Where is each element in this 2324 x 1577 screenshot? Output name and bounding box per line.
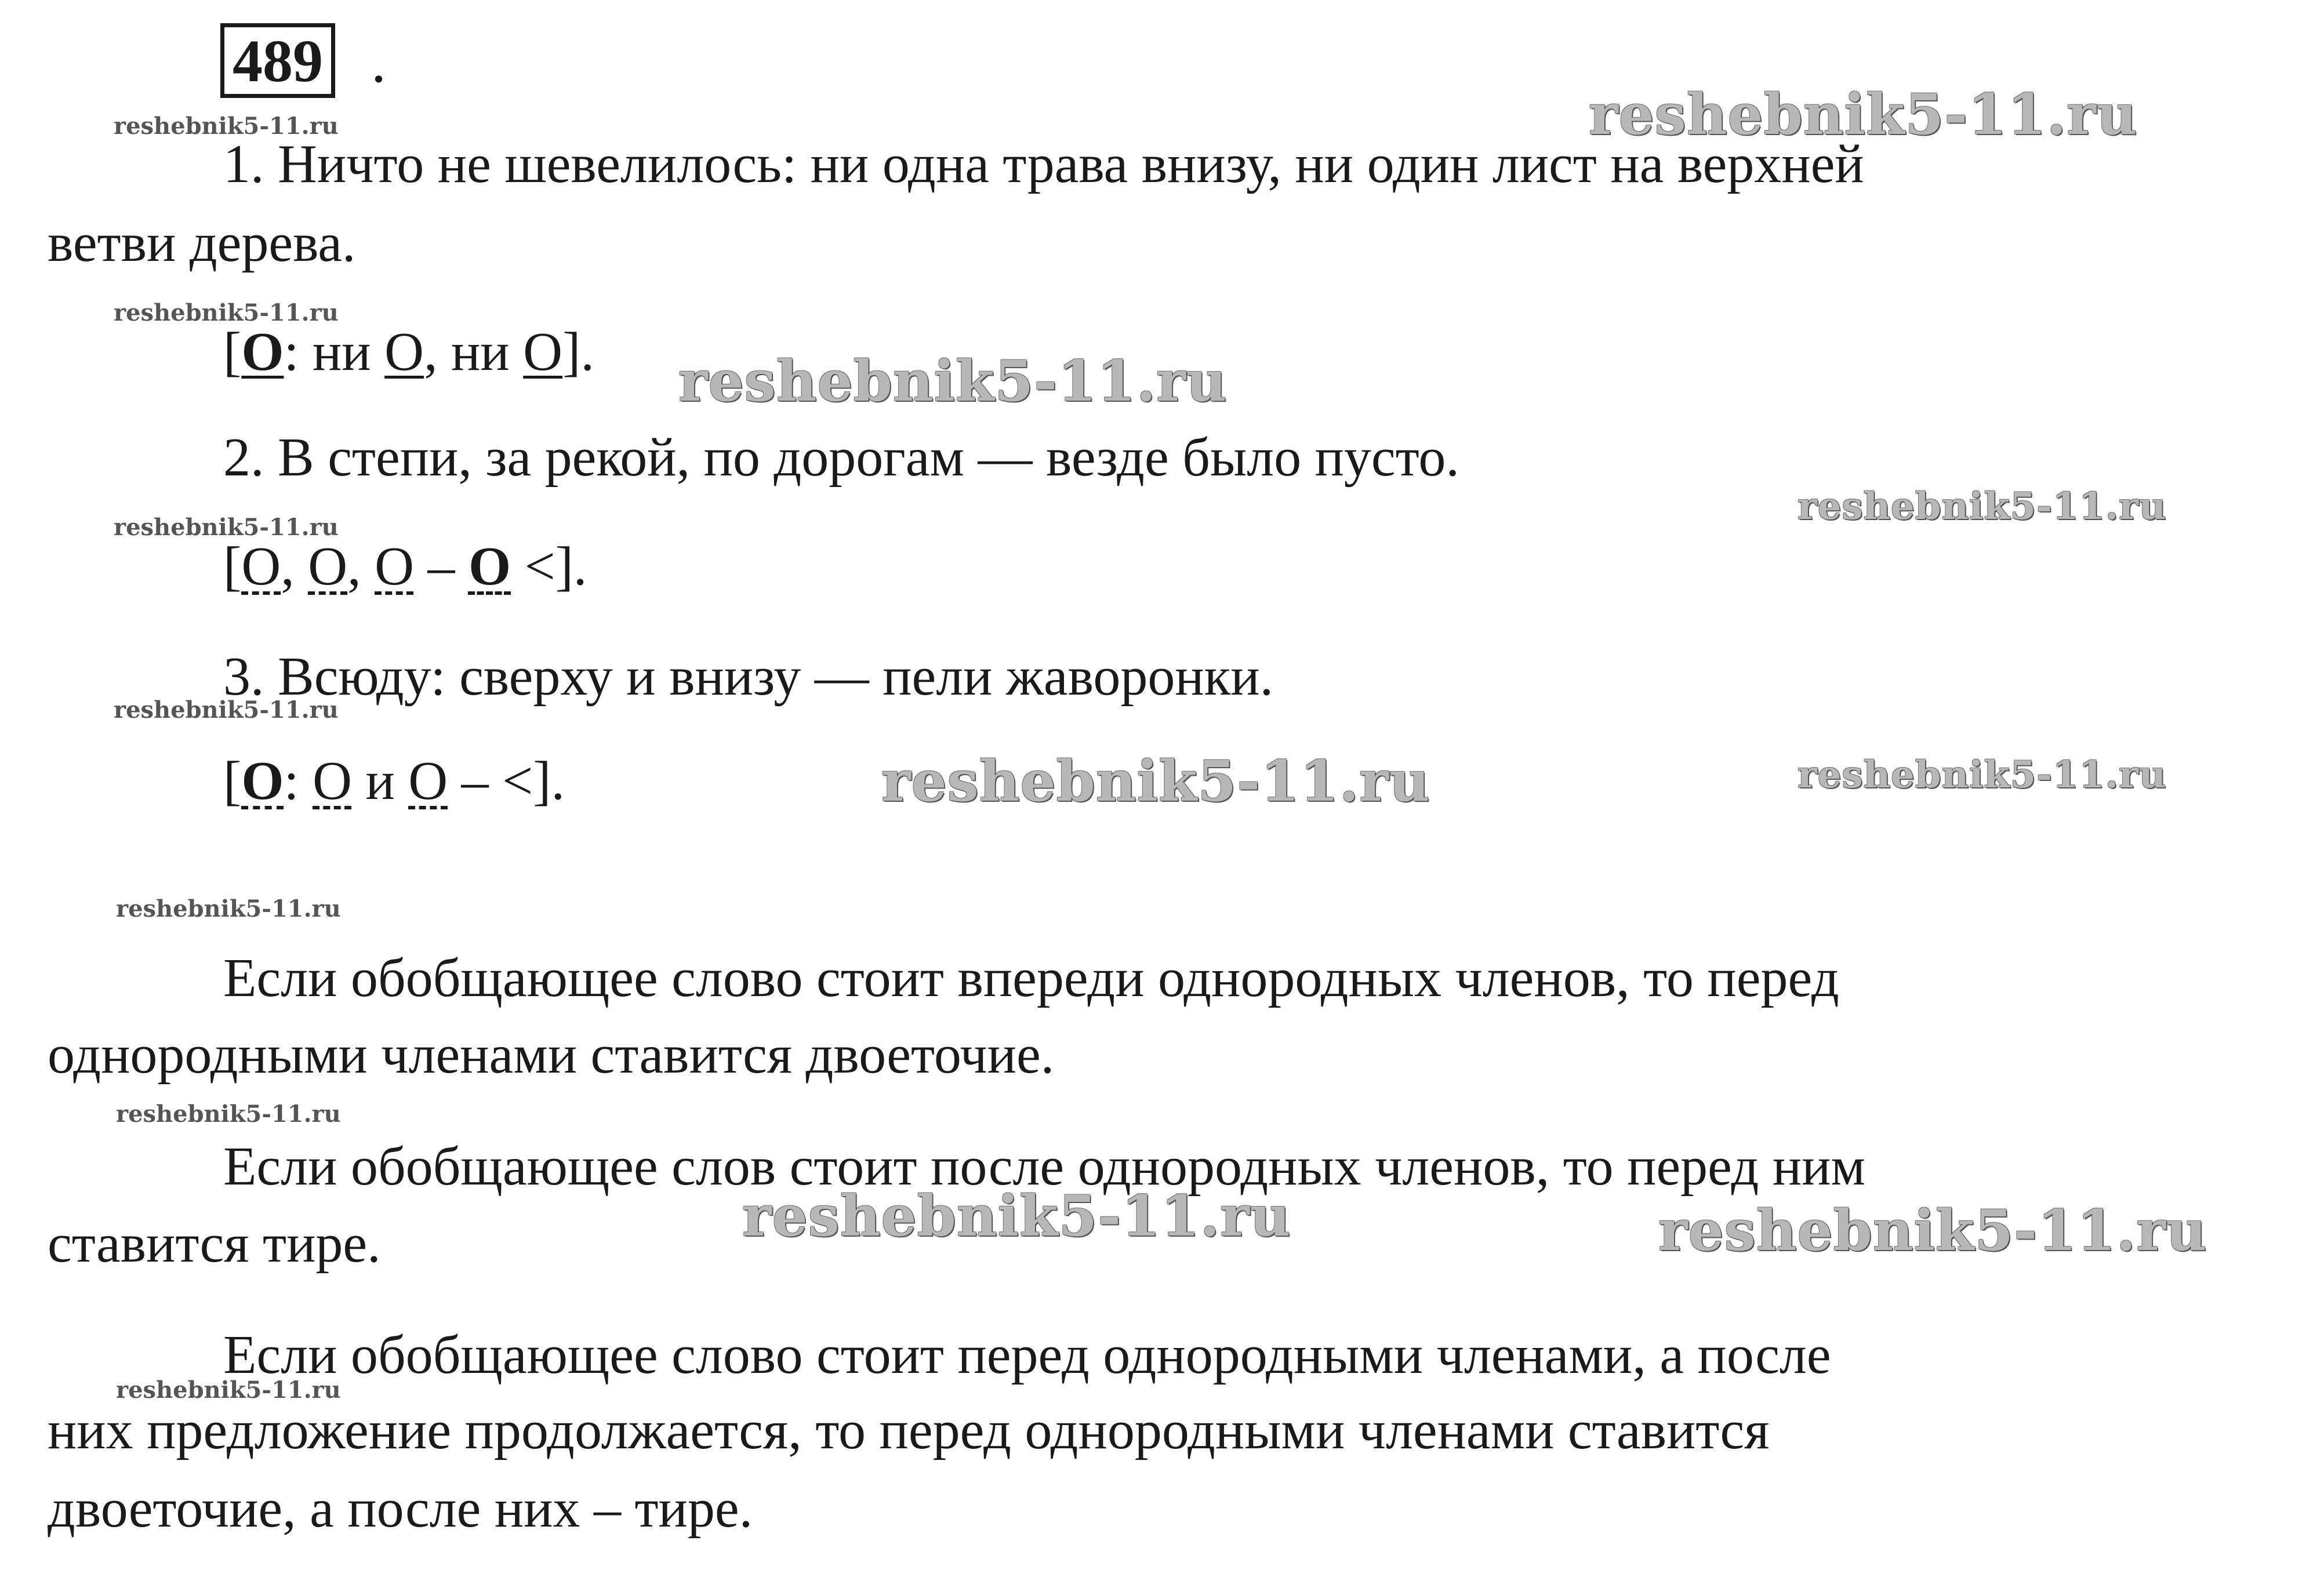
watermark-medium: reshebnik5-11.ru: [1798, 753, 2167, 797]
rule-2-line-2: ставится тире.: [48, 1213, 381, 1274]
sentence-1-line-1: 1. Ничто не шевелилось: ни одна трава внизу, ни один лист на верхней: [223, 134, 1864, 194]
watermark-small: reshebnik5-11.ru: [114, 514, 339, 541]
scheme-text: ,: [281, 536, 308, 597]
scheme-2: [223, 536, 587, 597]
rule-1-line-2: однородными членами ставится двоеточие.: [48, 1024, 1055, 1085]
scheme-generalizing-word: О: [241, 751, 284, 811]
scheme-bracket: <].: [511, 536, 587, 597]
watermark-large: reshebnik5-11.ru: [742, 1183, 1291, 1249]
scheme-homogeneous-member: О: [241, 536, 281, 597]
rule-3-line-3: двоеточие, а после них – тире.: [48, 1478, 753, 1539]
scheme-generalizing-word: О: [468, 536, 511, 597]
watermark-small: reshebnik5-11.ru: [114, 299, 339, 326]
sentence-3: 3. Всюду: сверху и внизу — пели жаворонки.: [223, 646, 1274, 707]
watermark-small: reshebnik5-11.ru: [116, 895, 341, 922]
watermark-large: reshebnik5-11.ru: [881, 748, 1430, 814]
sentence-2: 2. В степи, за рекой, по дорогам — везде было пусто.: [223, 427, 1459, 488]
scheme-text: , ни: [424, 322, 524, 382]
scheme-text: –: [413, 536, 469, 597]
rule-3-line-1: Если обобщающее слово стоит перед однородными членами, а после: [223, 1325, 1831, 1385]
scheme-homogeneous-member: О: [523, 322, 563, 382]
rule-1-line-1: Если обобщающее слово стоит впереди однородных членов, то перед: [223, 948, 1839, 1008]
watermark-large: reshebnik5-11.ru: [1658, 1198, 2207, 1263]
scheme-homogeneous-member: О: [375, 536, 414, 597]
scheme-bracket: ].: [562, 322, 594, 382]
scheme-homogeneous-member: О: [384, 322, 424, 382]
watermark-large: reshebnik5-11.ru: [1589, 82, 2138, 147]
scheme-text: : ни: [284, 322, 385, 382]
scheme-text: :: [284, 751, 313, 811]
exercise-number-dot: .: [371, 28, 386, 95]
exercise-number: 489: [220, 23, 335, 98]
watermark-medium: reshebnik5-11.ru: [1798, 485, 2167, 528]
watermark-small: reshebnik5-11.ru: [116, 1376, 341, 1404]
scheme-text: и: [351, 751, 409, 811]
scheme-1: [223, 322, 594, 382]
scheme-bracket: [: [223, 536, 242, 597]
watermark-small: reshebnik5-11.ru: [114, 696, 339, 724]
scheme-bracket: – <].: [448, 751, 565, 811]
scheme-homogeneous-member: О: [308, 536, 348, 597]
scheme-homogeneous-member: О: [313, 751, 352, 811]
watermark-large: reshebnik5-11.ru: [678, 348, 1228, 414]
sentence-1-line-2: ветви дерева.: [48, 213, 356, 273]
rule-2-line-1: Если обобщающее слов стоит после однородных членов, то перед ним: [223, 1136, 1865, 1197]
scheme-3: [223, 751, 565, 811]
scheme-text: ,: [347, 536, 375, 597]
scheme-homogeneous-member: О: [408, 751, 448, 811]
scheme-bracket: [: [223, 751, 242, 811]
scheme-generalizing-word: О: [241, 322, 284, 382]
rule-3-line-2: них предложение продолжается, то перед однородными членами ставится: [48, 1400, 1770, 1460]
scheme-bracket: [: [223, 322, 242, 382]
watermark-small: reshebnik5-11.ru: [114, 112, 339, 140]
watermark-small: reshebnik5-11.ru: [116, 1100, 341, 1128]
